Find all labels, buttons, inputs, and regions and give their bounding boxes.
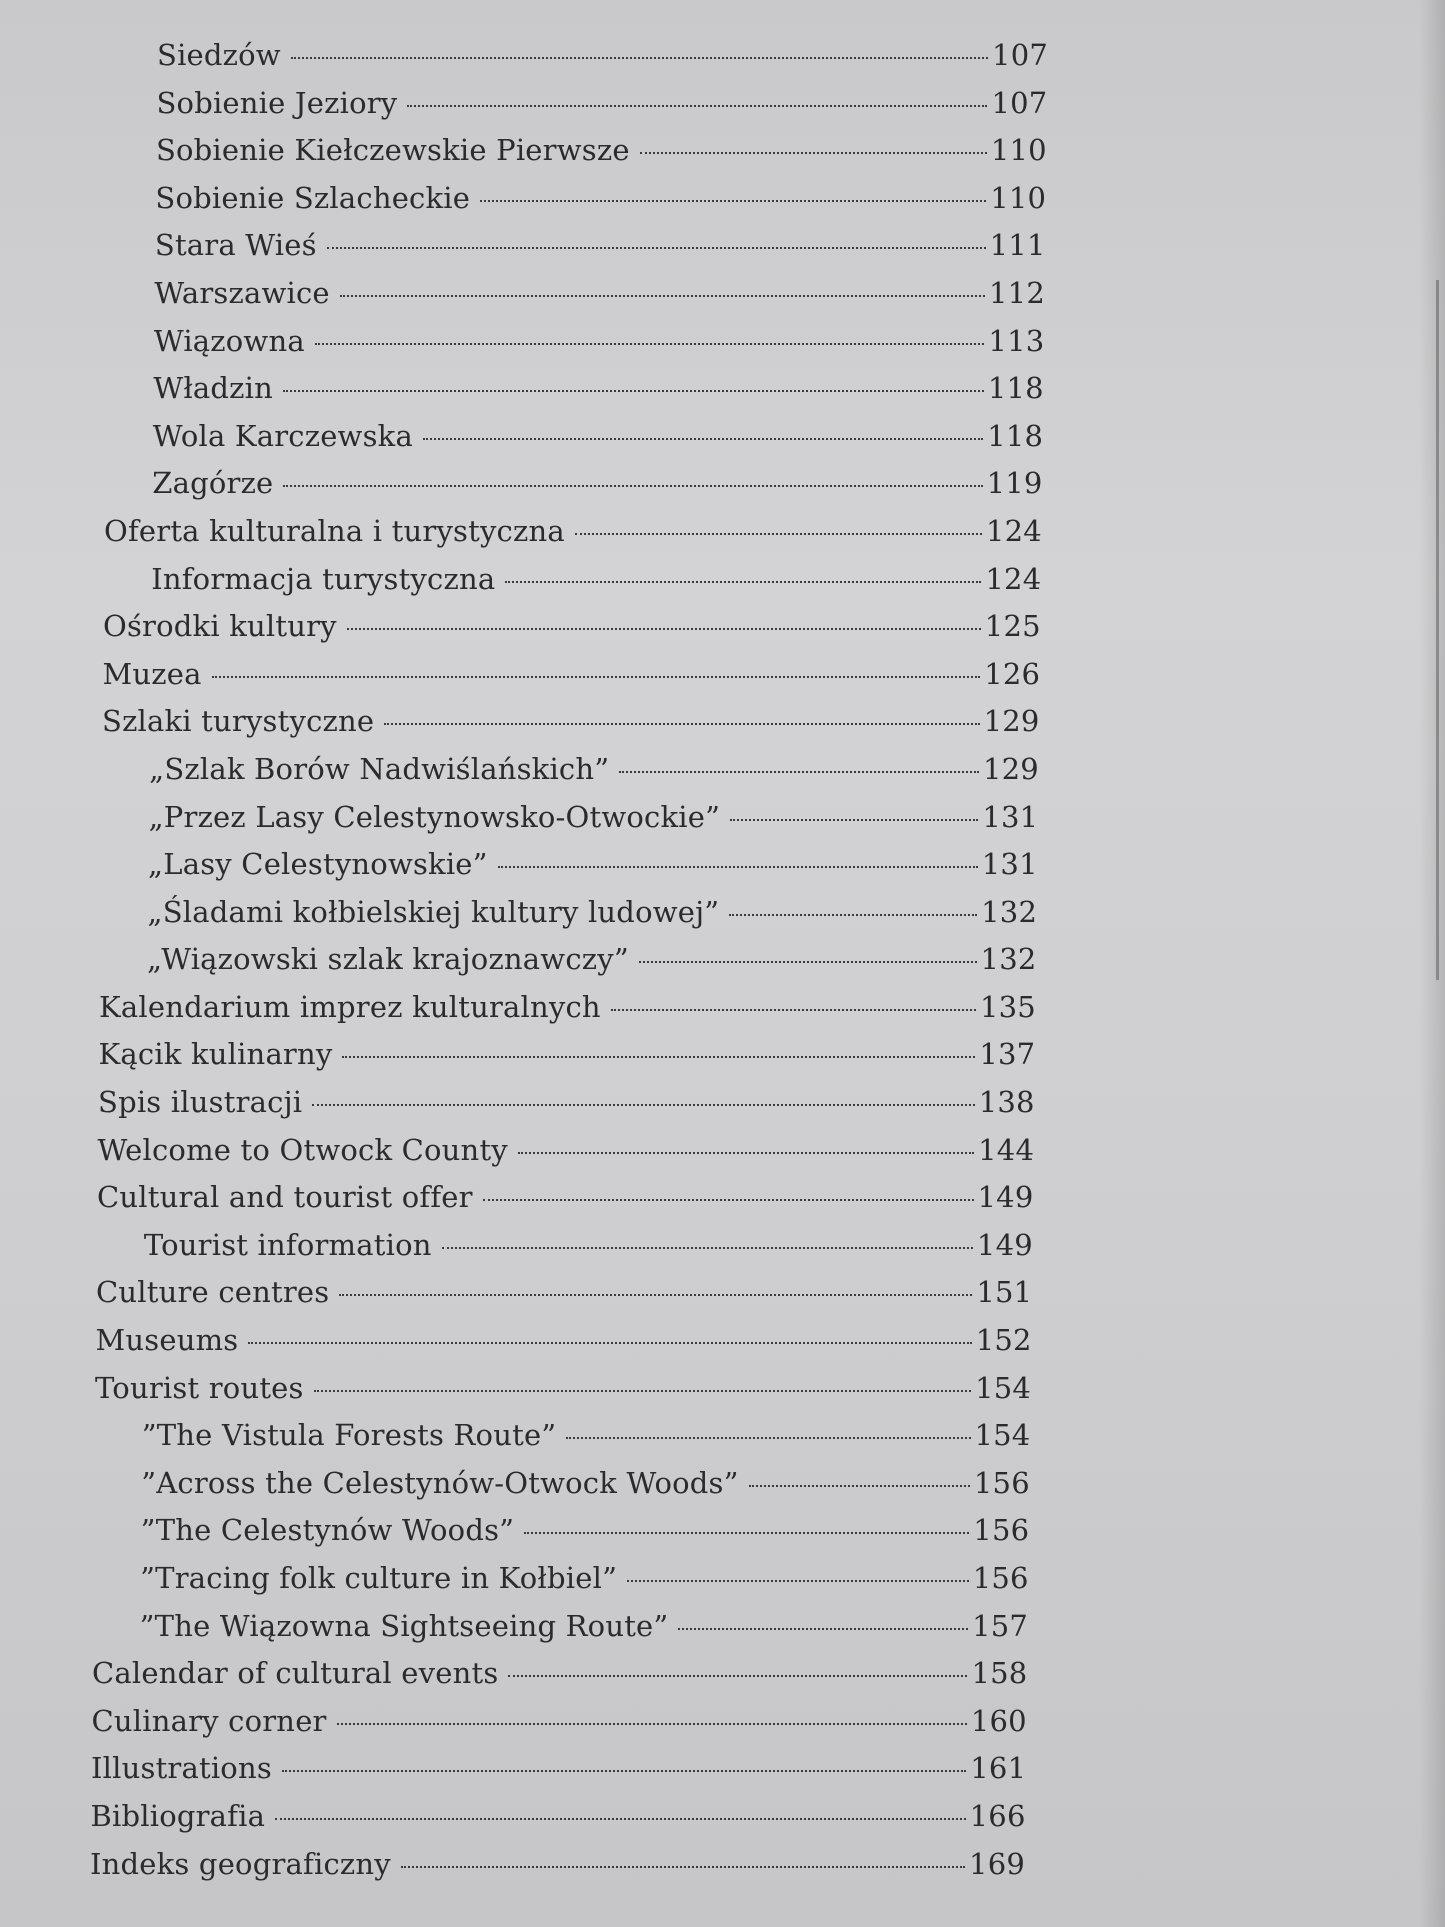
toc-entry-page-number: 118 bbox=[987, 371, 1044, 406]
toc-dot-leader bbox=[337, 1723, 967, 1725]
toc-entry bbox=[0, 228, 1445, 276]
toc-entry-page-number: 156 bbox=[973, 1513, 1030, 1548]
toc-dot-leader bbox=[315, 343, 985, 345]
toc-entry-title: Indeks geograficzny bbox=[90, 1846, 391, 1881]
toc-entry-page-number: 151 bbox=[976, 1275, 1033, 1310]
toc-entry-title: Spis ilustracji bbox=[98, 1085, 303, 1120]
toc-entry-page-number: 137 bbox=[979, 1037, 1036, 1072]
toc-entry-title: ”The Vistula Forests Route” bbox=[141, 1418, 557, 1453]
toc-dot-leader bbox=[340, 295, 985, 297]
toc-entry-title: Museums bbox=[95, 1323, 239, 1358]
toc-entry-page-number: 113 bbox=[988, 323, 1045, 358]
toc-entry-page-number: 132 bbox=[981, 894, 1038, 929]
toc-entry bbox=[0, 38, 1445, 86]
toc-entry-title: Kącik kulinarny bbox=[98, 1037, 333, 1072]
toc-entry bbox=[0, 1180, 1445, 1228]
toc-entry-title: Welcome to Otwock County bbox=[97, 1132, 508, 1167]
toc-entry-title: ”The Wiązowna Sightseeing Route” bbox=[139, 1608, 669, 1643]
toc-entry-title: Ośrodki kultury bbox=[103, 609, 337, 644]
toc-entry-title: Oferta kulturalna i turystyczna bbox=[104, 513, 565, 548]
toc-entry bbox=[0, 1847, 1445, 1895]
toc-entry-page-number: 166 bbox=[969, 1798, 1026, 1833]
toc-entry bbox=[0, 276, 1445, 324]
toc-entry bbox=[0, 1609, 1445, 1657]
toc-entry-title: Bibliografia bbox=[90, 1798, 266, 1833]
toc-entry-page-number: 144 bbox=[978, 1132, 1035, 1167]
toc-entry bbox=[0, 1513, 1445, 1561]
toc-dot-leader bbox=[505, 581, 981, 583]
toc-entry bbox=[0, 419, 1445, 467]
toc-entry-title: Sobienie Jeziory bbox=[156, 85, 398, 120]
toc-dot-leader bbox=[282, 1770, 966, 1772]
table-of-contents bbox=[0, 38, 1445, 1894]
toc-dot-leader bbox=[619, 771, 979, 773]
toc-entry-page-number: 124 bbox=[986, 513, 1042, 548]
toc-entry-title: „Śladami kołbielskiej kultury ludowej” bbox=[147, 894, 720, 929]
toc-entry bbox=[0, 1085, 1445, 1133]
toc-dot-leader bbox=[611, 1009, 976, 1011]
toc-entry-page-number: 169 bbox=[969, 1846, 1025, 1881]
toc-entry bbox=[0, 942, 1445, 990]
toc-entry-page-number: 129 bbox=[983, 704, 1040, 739]
toc-dot-leader bbox=[729, 914, 977, 916]
toc-entry-page-number: 110 bbox=[990, 180, 1047, 215]
toc-dot-leader bbox=[312, 1104, 975, 1106]
toc-entry-page-number: 154 bbox=[975, 1370, 1032, 1405]
toc-entry-title: ”Across the Celestynów-Otwock Woods” bbox=[141, 1465, 739, 1500]
toc-entry-title: „Przez Lasy Celestynowsko-Otwockie” bbox=[148, 799, 721, 834]
toc-entry-page-number: 158 bbox=[971, 1656, 1028, 1691]
toc-entry-title: Szlaki turystyczne bbox=[102, 704, 375, 739]
toc-entry-page-number: 131 bbox=[982, 799, 1039, 834]
toc-dot-leader bbox=[639, 961, 977, 963]
toc-entry-page-number: 160 bbox=[970, 1703, 1027, 1738]
toc-dot-leader bbox=[401, 1866, 965, 1868]
toc-dot-leader bbox=[442, 1247, 973, 1249]
toc-entry bbox=[0, 1037, 1445, 1085]
toc-entry-page-number: 154 bbox=[974, 1418, 1031, 1453]
toc-entry-title: Kalendarium imprez kulturalnych bbox=[99, 989, 601, 1024]
toc-dot-leader bbox=[314, 1390, 971, 1392]
toc-entry bbox=[0, 609, 1445, 657]
toc-entry-title: Muzea bbox=[102, 656, 202, 691]
toc-entry bbox=[0, 324, 1445, 372]
toc-entry-page-number: 107 bbox=[992, 38, 1048, 72]
toc-dot-leader bbox=[339, 1294, 972, 1296]
toc-entry-title: „Wiązowski szlak krajoznawczy” bbox=[147, 942, 629, 977]
toc-entry bbox=[0, 895, 1445, 943]
toc-entry bbox=[0, 1133, 1445, 1181]
toc-entry bbox=[0, 800, 1445, 848]
toc-entry bbox=[0, 1751, 1445, 1799]
toc-entry bbox=[0, 990, 1445, 1038]
toc-entry-page-number: 135 bbox=[979, 989, 1036, 1024]
toc-entry bbox=[0, 514, 1445, 562]
toc-entry-page-number: 124 bbox=[985, 561, 1042, 596]
toc-entry-title: Sobienie Szlacheckie bbox=[155, 180, 471, 215]
toc-entry-page-number: 157 bbox=[972, 1608, 1029, 1643]
toc-entry-page-number: 156 bbox=[973, 1465, 1030, 1500]
toc-entry-page-number: 132 bbox=[980, 942, 1037, 977]
toc-entry bbox=[0, 466, 1445, 514]
toc-dot-leader bbox=[483, 1199, 974, 1201]
toc-entry-title: Stara Wieś bbox=[154, 228, 317, 263]
toc-entry bbox=[0, 1228, 1445, 1276]
toc-entry-page-number: 138 bbox=[978, 1085, 1035, 1120]
toc-entry bbox=[0, 847, 1445, 895]
toc-dot-leader bbox=[291, 57, 988, 59]
toc-entry-page-number: 118 bbox=[987, 418, 1044, 453]
toc-dot-leader bbox=[283, 485, 982, 487]
toc-entry bbox=[0, 752, 1445, 800]
toc-dot-leader bbox=[524, 1532, 969, 1534]
toc-entry-title: Wola Karczewska bbox=[152, 418, 413, 453]
toc-entry-title: „Lasy Celestynowskie” bbox=[148, 847, 488, 882]
toc-entry bbox=[0, 1323, 1445, 1371]
toc-dot-leader bbox=[407, 105, 987, 107]
toc-entry-title: Tourist information bbox=[143, 1227, 432, 1262]
toc-entry bbox=[0, 86, 1445, 134]
toc-entry-page-number: 129 bbox=[982, 751, 1039, 786]
toc-entry bbox=[0, 371, 1445, 419]
toc-entry-page-number: 131 bbox=[981, 847, 1038, 882]
toc-entry bbox=[0, 1561, 1445, 1609]
toc-entry-title: ”Tracing folk culture in Kołbiel” bbox=[140, 1561, 618, 1595]
toc-entry-title: Zagórze bbox=[152, 466, 274, 501]
toc-entry bbox=[0, 133, 1445, 181]
toc-entry bbox=[0, 1466, 1445, 1514]
toc-entry bbox=[0, 562, 1445, 610]
toc-entry-page-number: 156 bbox=[972, 1561, 1029, 1595]
toc-dot-leader bbox=[423, 438, 983, 440]
toc-entry-title: ”The Celestynów Woods” bbox=[140, 1513, 515, 1548]
toc-entry bbox=[0, 1418, 1445, 1466]
toc-dot-leader bbox=[566, 1437, 970, 1439]
toc-dot-leader bbox=[248, 1342, 971, 1344]
toc-entry bbox=[0, 1799, 1445, 1847]
toc-entry-page-number: 125 bbox=[984, 609, 1041, 644]
toc-entry-title: Warszawice bbox=[154, 275, 330, 310]
toc-dot-leader bbox=[678, 1628, 968, 1630]
toc-dot-leader bbox=[640, 152, 987, 154]
toc-entry bbox=[0, 1656, 1445, 1704]
toc-entry-title: Calendar of cultural events bbox=[92, 1656, 499, 1691]
toc-entry-title: Siedzów bbox=[157, 38, 281, 72]
toc-entry-page-number: 149 bbox=[977, 1180, 1034, 1215]
toc-entry bbox=[0, 657, 1445, 705]
toc-dot-leader bbox=[327, 247, 986, 249]
toc-entry-page-number: 110 bbox=[990, 133, 1047, 168]
toc-entry-page-number: 149 bbox=[976, 1227, 1033, 1262]
toc-entry-page-number: 111 bbox=[989, 228, 1046, 263]
toc-entry-title: Tourist routes bbox=[95, 1370, 304, 1405]
toc-entry-title: Wiązowna bbox=[153, 323, 305, 358]
toc-entry-page-number: 119 bbox=[986, 466, 1043, 501]
toc-entry-title: Informacja turystyczna bbox=[151, 561, 496, 596]
toc-entry bbox=[0, 1275, 1445, 1323]
toc-dot-leader bbox=[212, 676, 981, 678]
toc-entry bbox=[0, 704, 1445, 752]
toc-dot-leader bbox=[342, 1056, 975, 1058]
toc-entry-title: Culture centres bbox=[96, 1275, 330, 1310]
toc-entry-title: Cultural and tourist offer bbox=[97, 1180, 473, 1215]
toc-dot-leader bbox=[498, 866, 978, 868]
toc-dot-leader bbox=[283, 390, 984, 392]
toc-entry bbox=[0, 1371, 1445, 1419]
toc-dot-leader bbox=[384, 723, 979, 725]
toc-entry-page-number: 126 bbox=[984, 656, 1041, 691]
toc-entry bbox=[0, 1704, 1445, 1752]
toc-dot-leader bbox=[275, 1818, 966, 1820]
toc-dot-leader bbox=[575, 533, 982, 535]
toc-dot-leader bbox=[480, 200, 986, 202]
toc-entry-title: „Szlak Borów Nadwiślańskich” bbox=[149, 751, 610, 786]
toc-entry-page-number: 107 bbox=[991, 85, 1048, 120]
toc-dot-leader bbox=[627, 1580, 969, 1582]
toc-dot-leader bbox=[749, 1485, 970, 1487]
toc-entry-title: Sobienie Kiełczewskie Pierwsze bbox=[155, 133, 630, 168]
toc-entry bbox=[0, 181, 1445, 229]
toc-entry-title: Władzin bbox=[153, 371, 274, 406]
toc-dot-leader bbox=[347, 628, 981, 630]
toc-entry-title: Culinary corner bbox=[91, 1703, 327, 1738]
toc-entry-title: Illustrations bbox=[91, 1751, 272, 1786]
toc-dot-leader bbox=[730, 819, 978, 821]
toc-entry-page-number: 152 bbox=[975, 1323, 1032, 1358]
toc-dot-leader bbox=[508, 1675, 967, 1677]
toc-entry-page-number: 161 bbox=[970, 1751, 1027, 1786]
toc-entry-page-number: 112 bbox=[989, 275, 1045, 310]
toc-dot-leader bbox=[518, 1152, 974, 1154]
